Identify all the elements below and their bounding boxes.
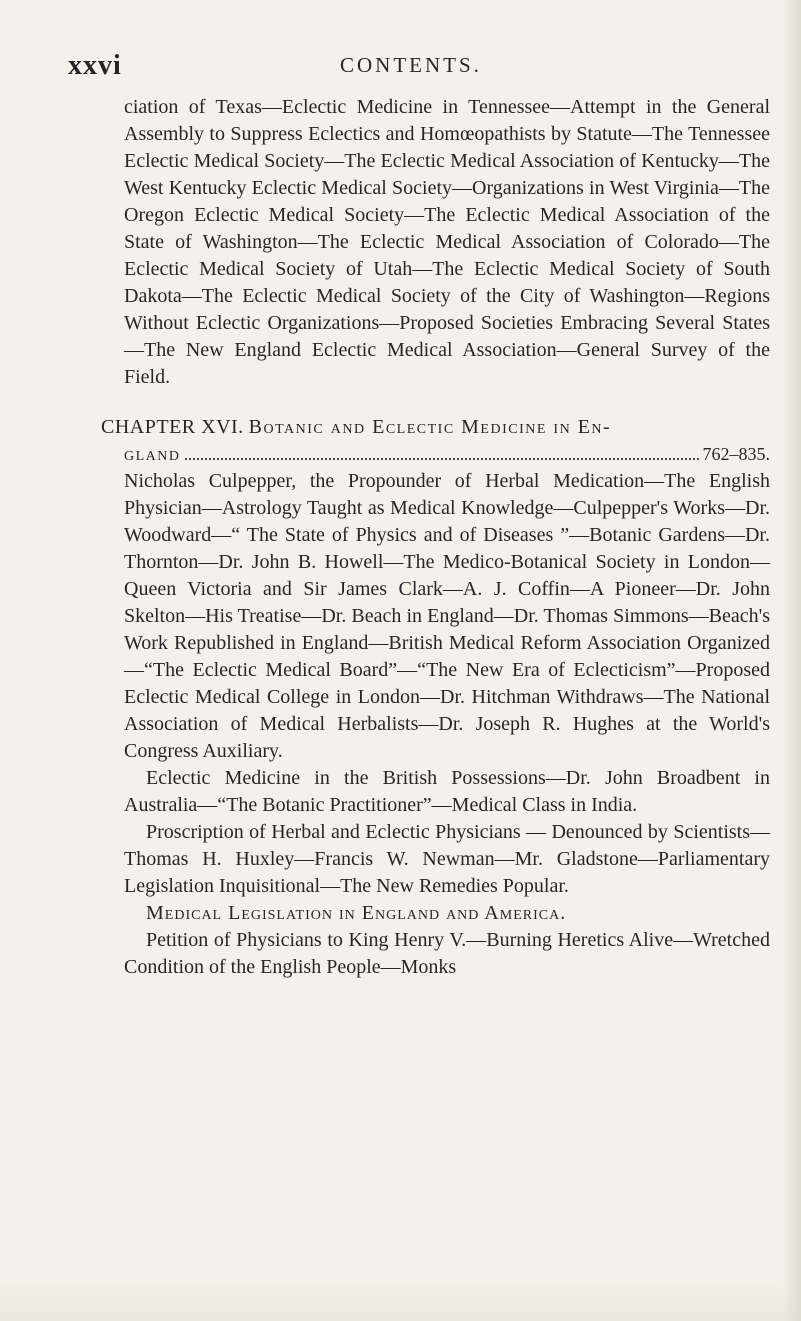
chapter-title: Botanic and Eclectic Medicine in En- bbox=[248, 416, 612, 438]
chapter-page-line bbox=[124, 441, 770, 468]
chapter-entry bbox=[101, 414, 770, 981]
contents-body bbox=[101, 94, 770, 981]
page-edge-shadow bbox=[783, 0, 801, 1321]
chapter-summary-paragraph: Petition of Physicians to King Henry V.—Burning Heretics Alive—Wretched Condition of the English People—Monks bbox=[124, 929, 770, 978]
chapter-label: CHAPTER XVI. bbox=[101, 416, 244, 438]
running-head bbox=[68, 50, 768, 90]
continued-paragraph: ciation of Texas—Eclectic Medicine in Tennessee—Attempt in the General Assembly to Suppress Eclectics and Homœopathists by Statute—The Tennessee Eclectic Medical Society—The Eclectic Medical Association of Kentucky—The West Kentucky Eclectic Medical Society—Organizations in West Virginia—The Oregon Eclectic Medical Society—The Eclectic Medical Association of the State of Washington—The Eclectic Medical Association of Colorado—The Eclectic Medical Society of Utah—The Eclectic Medical Society of South Dakota—The Eclectic Medical Society of the City of Washington—Regions Without Eclectic Organizations—Proposed Societies Embracing Several States—The New England Eclectic Medical Association—General Survey of the Field. bbox=[124, 96, 770, 388]
chapter-summary-paragraph: Eclectic Medicine in the British Possessions—Dr. John Broadbent in Australia—“The Botanic Practitioner”—Medical Class in India. bbox=[124, 767, 770, 816]
page-number: xxvi bbox=[68, 50, 122, 81]
chapter-title-continued: gland bbox=[124, 443, 181, 465]
running-title: CONTENTS. bbox=[340, 53, 482, 77]
section-heading: Medical Legislation in England and America. bbox=[146, 902, 567, 924]
page-bottom-shadow bbox=[0, 1281, 801, 1321]
chapter-page-range: 762–835. bbox=[702, 444, 770, 464]
chapter-summary-paragraph: Nicholas Culpepper, the Propounder of Herbal Medication—The English Physician—Astrology Taught as Medical Knowledge—Culpepper's Works—Dr. Woodward—“ The State of Physics and of Diseases ”—Botanic Gardens—Dr. Thornton—Dr. John B. Howell—The Medico-Botanical Society in London—Queen Victoria and Sir James Clark—A. J. Coffin—A Pioneer—Dr. John Skelton—His Treatise—Dr. Beach in England—Dr. Thomas Simmons—Beach's Work Republished in England—British Medical Reform Association Organized—“The Eclectic Medical Board”—“The New Era of Eclecticism”—Proposed Eclectic Medical College in London—Dr. Hitchman Withdraws—The National Association of Medical Herbalists—Dr. Joseph R. Hughes at the World's Congress Auxiliary. bbox=[124, 470, 770, 762]
chapter-summary-paragraph: Proscription of Herbal and Eclectic Physicians — Denounced by Scientists—Thomas H. Huxley—Francis W. Newman—Mr. Gladstone—Parliamentary Legislation Inquisitional—The New Remedies Popular. bbox=[124, 821, 770, 897]
chapter-heading bbox=[101, 414, 770, 441]
dot-leader bbox=[185, 457, 699, 460]
